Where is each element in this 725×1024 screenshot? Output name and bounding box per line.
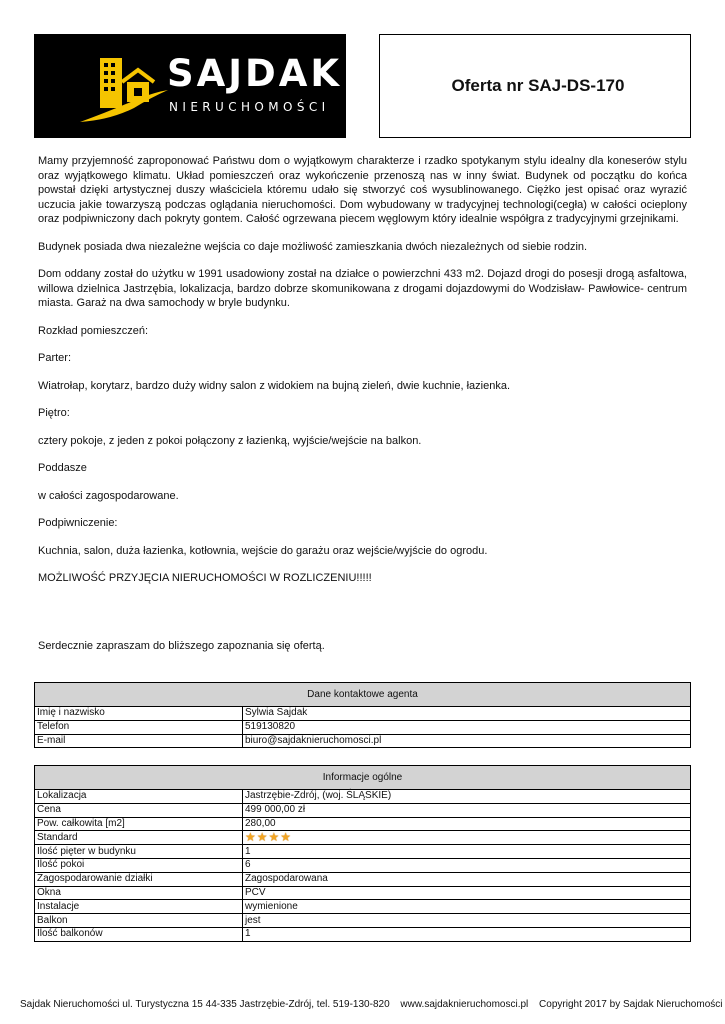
installations-value: wymienione [243, 900, 691, 914]
star-icon: ★ [256, 830, 268, 845]
table-row [35, 831, 691, 845]
balcony-count-label: Ilość balkonów [35, 927, 243, 941]
price-value: 499 000,00 zł [243, 803, 691, 817]
agent-email-value: biuro@sajdaknieruchomosci.pl [243, 734, 691, 748]
description-entrances: Budynek posiada dwa niezależne wejścia co daje możliwość zamieszkania dwóch niezależnych od siebie rodzin. [38, 240, 588, 253]
location-value: Jastrzębie-Zdrój, (woj. ŚLĄSKIE) [243, 790, 691, 804]
offer-title: Oferta nr SAJ-DS-170 [451, 76, 625, 95]
table-row [35, 872, 691, 886]
table-row [35, 734, 691, 748]
table-row [35, 803, 691, 817]
basement-heading: Podpiwniczenie: [38, 517, 118, 529]
rooms-count-value: 6 [243, 858, 691, 872]
basement-rooms: Kuchnia, salon, duża łazienka, kotłownia, wejście do garażu oraz wejście/wyjście do ogrodu. [38, 544, 488, 557]
offer-description [38, 154, 687, 666]
invitation: Serdecznie zapraszam do bliższego zapoznania się ofertą. [38, 639, 325, 652]
agent-name-value: Sylwia Sajdak [243, 707, 691, 721]
star-icon: ★ [245, 830, 256, 845]
brand-subtitle: NIERUCHOMOŚCI [169, 100, 330, 114]
area-label: Pow. całkowita [m2] [35, 817, 243, 831]
exchange-note: MOŻLIWOŚĆ PRZYJĘCIA NIERUCHOMOŚCI W ROZLICZENIU!!!!! [38, 572, 372, 584]
standard-label: Standard [35, 831, 243, 845]
table-row [35, 900, 691, 914]
offer-number-box [379, 34, 691, 138]
balcony-label: Balkon [35, 914, 243, 928]
installations-label: Instalacje [35, 900, 243, 914]
description-location: Dom oddany został do użytku w 1991 usadowiony został na działce o powierzchni 433 m2. Dojazd drogi do posesji drogą asfaltowa, willowa dzielnica Jastrzębia, lokalizacja, bardzo dobrze skomunikowana z drogami dojazdowymi do Wodzisław- Pawłowice- centrum miasta. Garaż na dwa samochody w bryle budynku. [38, 268, 687, 309]
footer-copyright: Copyright 2017 by Sajdak Nieruchomości [539, 999, 723, 1010]
star-icon: ★ [280, 830, 292, 845]
building-logo-icon [78, 52, 170, 128]
general-info-table [34, 765, 691, 942]
rooms-heading: Rozkład pomieszczeń: [38, 324, 149, 337]
ground-floor-heading: Parter: [38, 352, 72, 364]
agent-name-label: Imię i nazwisko [35, 707, 243, 721]
agent-phone-label: Telefon [35, 720, 243, 734]
agent-contact-table [34, 682, 691, 748]
agent-email-label: E-mail [35, 734, 243, 748]
footer-address: Sajdak Nieruchomości ul. Turystyczna 15 44-335 Jastrzębie-Zdrój, tel. 519-130-820 [20, 999, 390, 1010]
plot-development-label: Zagospodarowanie działki [35, 872, 243, 886]
plot-development-value: Zagospodarowana [243, 872, 691, 886]
balcony-count-value: 1 [243, 927, 691, 941]
footer-website[interactable]: www.sajdaknieruchomosci.pl [400, 999, 529, 1010]
table-row [35, 845, 691, 859]
windows-label: Okna [35, 886, 243, 900]
first-floor-rooms: cztery pokoje, z jeden z pokoi połączony z łazienką, wyjście/wejście na balkon. [38, 434, 422, 447]
table-row [35, 858, 691, 872]
table-row [35, 927, 691, 941]
location-label: Lokalizacja [35, 790, 243, 804]
floors-label: Ilość pięter w budynku [35, 845, 243, 859]
table-row [35, 707, 691, 721]
attic-rooms: w całości zagospodarowane. [38, 489, 179, 502]
standard-rating [243, 831, 691, 845]
table-row [35, 817, 691, 831]
rooms-count-label: Ilość pokoi [35, 858, 243, 872]
brand-name: SAJDAK [167, 52, 343, 95]
table-row [35, 886, 691, 900]
area-value: 280,00 [243, 817, 691, 831]
page-footer [20, 999, 723, 1010]
info-table-title: Informacje ogólne [35, 766, 691, 790]
balcony-value: jest [243, 914, 691, 928]
floors-value: 1 [243, 845, 691, 859]
agent-phone-value: 519130820 [243, 720, 691, 734]
price-label: Cena [35, 803, 243, 817]
star-icon: ★ [268, 830, 280, 845]
description-intro: Mamy przyjemność zaproponować Państwu dom o wyjątkowym charakterze i rzadko spotykanym stylu idealny dla koneserów stylu oraz wyjątkowego klimatu. Układ pomieszczeń oraz wykończenie przenoszą nas w inny świat. Budynek od początku do końca powstał dzięki artystycznej duszy właściciela któremu udało się stworzyć coś wysublinowanego. Ciężko jest opisać oraz wyrazić uczucia jakie towarzyszą podczas oglądania nieruchomości. Dom wybudowany w tradycyjnej technologi(cegła) w całości ocieplony oraz podpiwniczony dach pokryty gontem. Całość ogrzewana piecem węglowym który idealnie współgra z tradycyjnymi grzejnikami. [38, 155, 687, 225]
table-row [35, 790, 691, 804]
attic-heading: Poddasze [38, 462, 87, 474]
agent-table-title: Dane kontaktowe agenta [35, 683, 691, 707]
windows-value: PCV [243, 886, 691, 900]
first-floor-heading: Piętro: [38, 407, 70, 419]
company-logo [34, 34, 346, 138]
table-row [35, 720, 691, 734]
standard-stars [245, 831, 291, 843]
ground-floor-rooms: Wiatrołap, korytarz, bardzo duży widny salon z widokiem na bujną zieleń, dwie kuchnie, łazienka. [38, 379, 511, 392]
table-row [35, 914, 691, 928]
